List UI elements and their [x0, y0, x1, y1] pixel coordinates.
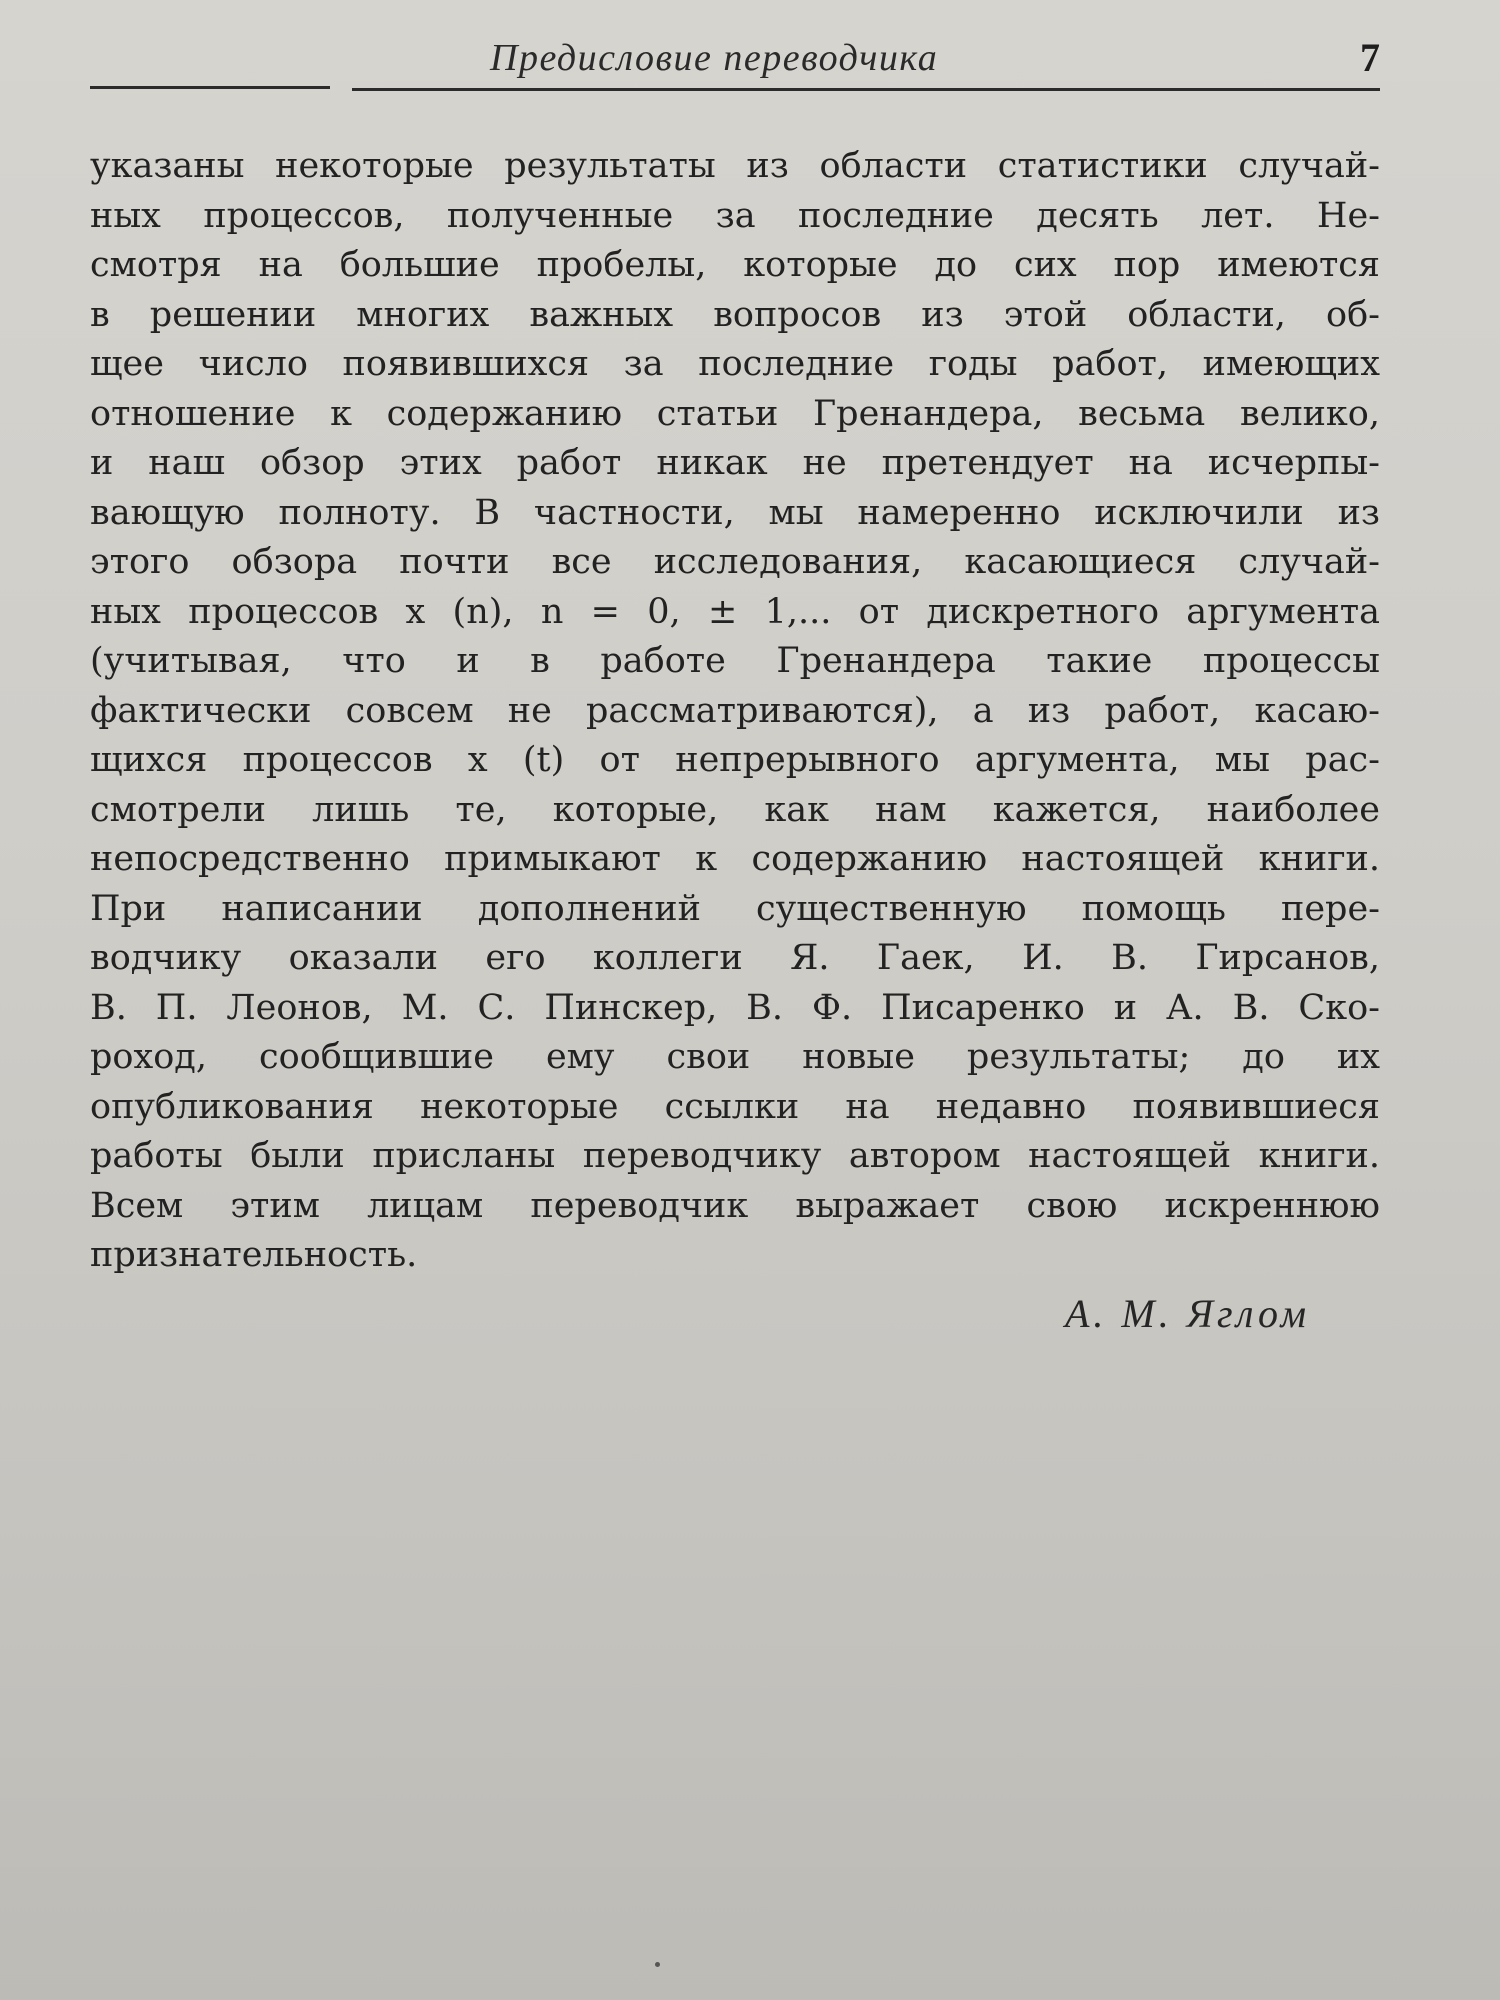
text-line: непосредственно примыкают к содержанию настоящей книги.	[90, 839, 1380, 879]
text-line: ных процессов, полученные за последние десять лет. Не-	[90, 195, 1380, 236]
header-rule-left	[90, 86, 330, 89]
paper-speck	[655, 1962, 660, 1967]
page-header	[90, 28, 1380, 98]
text-line: щее число появившихся за последние годы работ, имеющих	[90, 344, 1380, 384]
text-line: этого обзора почти все исследования, касающиеся случай-	[90, 542, 1380, 582]
running-title: Предисловие переводчика	[490, 37, 939, 79]
text-line: водчику оказали его коллеги Я. Гаек, И. В. Гирсанов,	[90, 938, 1380, 978]
text-line: опубликования некоторые ссылки на недавно появившиеся	[90, 1086, 1380, 1127]
text-line: работы были присланы переводчику автором настоящей книги.	[90, 1136, 1380, 1176]
text-line: отношение к содержанию статьи Гренандера, весьма велико,	[90, 393, 1380, 434]
body-text	[90, 142, 1380, 1281]
text-line: При написании дополнений существенную помощь пере-	[90, 888, 1380, 929]
text-line: Всем этим лицам переводчик выражает свою искреннюю	[90, 1185, 1380, 1226]
text-line: указаны некоторые результаты из области статистики случай-	[90, 146, 1380, 186]
text-line: смотря на большие пробелы, которые до сих пор имеются	[90, 245, 1380, 285]
text-line: щихся процессов x (t) от непрерывного аргумента, мы рас-	[90, 740, 1380, 780]
text-line: роход, сообщившие ему свои новые результаты; до их	[90, 1037, 1380, 1077]
page-number: 7	[1360, 35, 1380, 80]
text-line: вающую полноту. В частности, мы намеренно исключили из	[90, 492, 1380, 533]
text-line: и наш обзор этих работ никак не претендует на исчерпы-	[90, 443, 1380, 483]
text-line: в решении многих важных вопросов из этой области, об-	[90, 294, 1380, 335]
text-line: смотрели лишь те, которые, как нам кажется, наиболее	[90, 789, 1380, 830]
text-line-last: признательность.	[90, 1235, 418, 1275]
header-rule-right	[352, 88, 1380, 91]
text-line: (учитывая, что и в работе Гренандера такие процессы	[90, 641, 1380, 681]
text-line: фактически совсем не рассматриваются), а из работ, касаю-	[90, 690, 1380, 731]
author-signature: А. М. Яглом	[1064, 1291, 1310, 1336]
text-line: ных процессов x (n), n = 0, ± 1,... от дискретного аргумента	[90, 591, 1380, 632]
text-line: В. П. Леонов, М. С. Пинскер, В. Ф. Писаренко и А. В. Ско-	[90, 987, 1380, 1028]
